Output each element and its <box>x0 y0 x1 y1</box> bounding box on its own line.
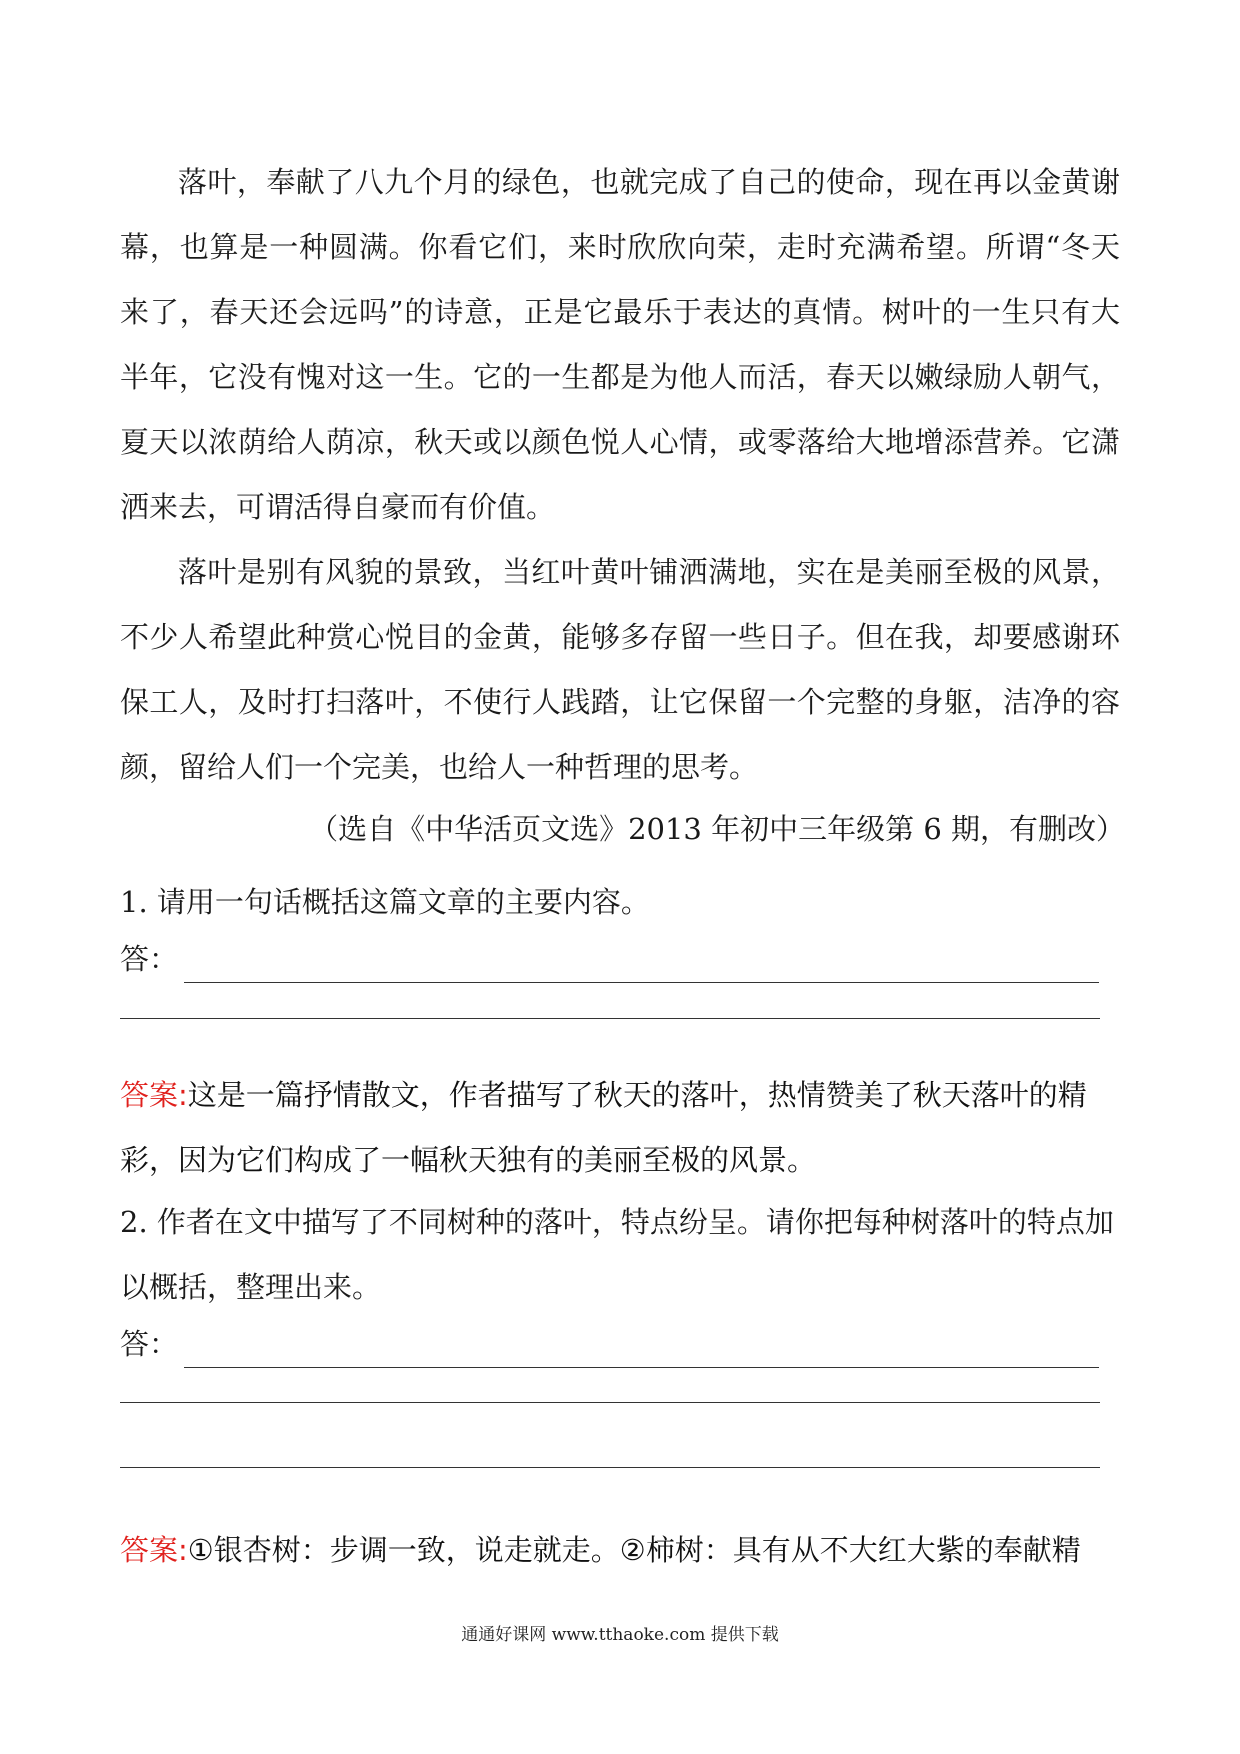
answer-line-1-1[interactable] <box>120 935 1099 983</box>
answer-key-text: ①银杏树：步调一致，说走就走。②柿树：具有从不大红大紫的奉献精 <box>187 1533 1081 1567</box>
answer-line-2-1[interactable] <box>120 1320 1099 1368</box>
answer-key-label: 答案: <box>120 1533 188 1567</box>
answer-key-1 <box>120 1063 1120 1193</box>
passage-paragraph-2: 落叶是别有风貌的景致，当红叶黄叶铺洒满地，实在是美丽至极的风景，不少人希望此种赏心悦目的金黄，能够多存留一些日子。但在我，却要感谢环保工人，及时打扫落叶，不使行人践踏，让它保留一个完整的身躯，洁净的容颜，留给人们一个完美，也给人一种哲理的思考。 <box>120 555 1120 784</box>
answer-key-2 <box>120 1518 1120 1583</box>
answer-rule <box>184 948 1099 983</box>
question-1: 1. 请用一句话概括这篇文章的主要内容。 <box>120 885 650 919</box>
footer-credit: 通通好课网 www.tthaoke.com 提供下载 <box>461 1625 779 1645</box>
answer-line-2-2[interactable] <box>120 1402 1100 1403</box>
answer-label: 答： <box>120 1327 179 1361</box>
question-2: 2. 作者在文中描写了不同树种的落叶，特点纷呈。请你把每种树落叶的特点加以概括，整理出来。 <box>120 1205 1114 1304</box>
source-citation: （选自《中华活页文选》2013 年初中三年级第 6 期，有删改） <box>309 812 1125 846</box>
answer-key-text: 这是一篇抒情散文，作者描写了秋天的落叶，热情赞美了秋天落叶的精彩，因为它们构成了一幅秋天独有的美丽至极的风景。 <box>120 1078 1087 1177</box>
answer-label: 答： <box>120 942 179 976</box>
answer-line-2-3[interactable] <box>120 1467 1100 1468</box>
answer-line-1-2[interactable] <box>120 1018 1100 1019</box>
answer-key-label: 答案: <box>120 1078 188 1112</box>
passage-paragraph-1: 落叶，奉献了八九个月的绿色，也就完成了自己的使命，现在再以金黄谢幕，也算是一种圆满。你看它们，来时欣欣向荣，走时充满希望。所谓“冬天来了，春天还会远吗”的诗意，正是它最乐于表达的真情。树叶的一生只有大半年，它没有愧对这一生。它的一生都是为他人而活，春天以嫩绿励人朝气，夏天以浓荫给人荫凉，秋天或以颜色悦人心情，或零落给大地增添营养。它潇洒来去，可谓活得自豪而有价值。 <box>120 165 1120 524</box>
answer-rule <box>184 1333 1099 1368</box>
